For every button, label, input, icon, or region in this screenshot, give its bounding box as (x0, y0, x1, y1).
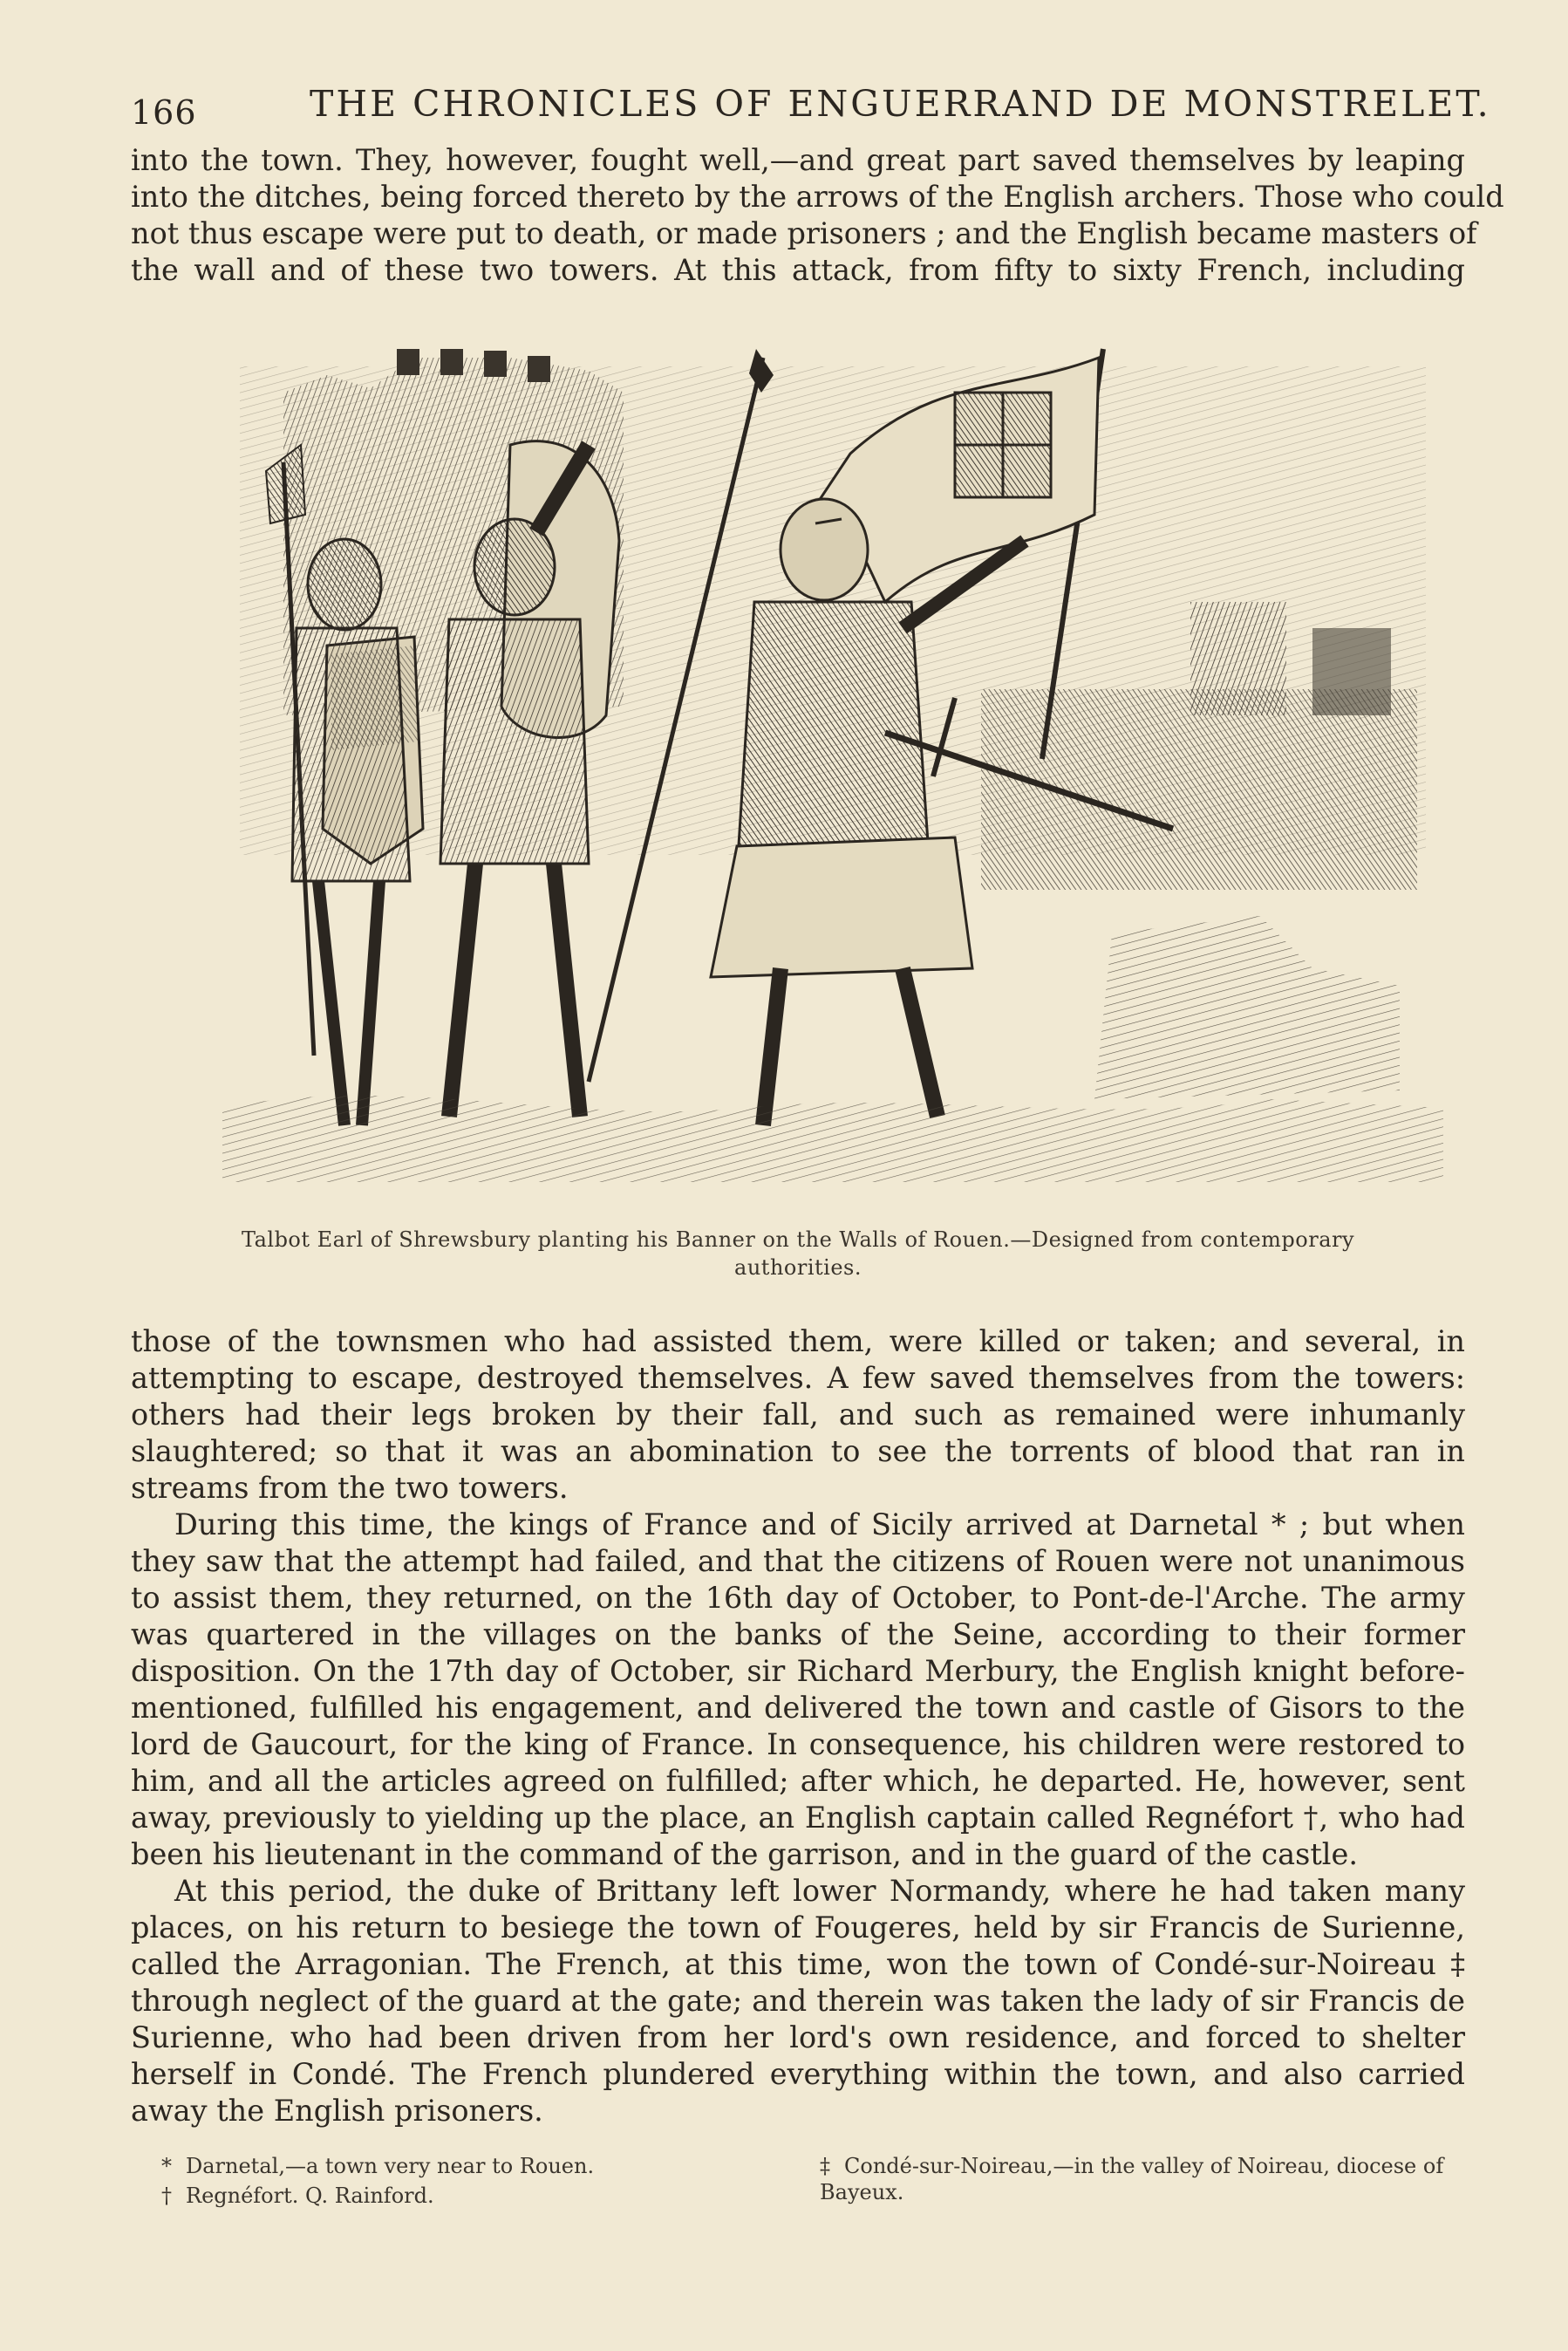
footnote (161, 2153, 719, 2179)
knight-left (292, 539, 410, 1125)
page-number: 166 (131, 93, 197, 132)
footnote-text: Regnéfort. Q. Rainford. (186, 2184, 434, 2208)
footnote-text: Condé-sur-Noireau,—in the valley of Noireau, diocese of Bayeux. (820, 2154, 1444, 2204)
continued-text (131, 142, 1504, 289)
engraving-illustration (222, 340, 1443, 1182)
text-line: the wall and of these two towers. At this attack, from fifty to sixty French, including (131, 253, 1465, 287)
engraving-drawing (222, 340, 1443, 1182)
caption-line: authorities. (734, 1255, 862, 1280)
paragraph: those of the townsmen who had assisted them, were killed or taken; and several, in attempting to escape, destroyed themselves. A few saved themselves from the towers: others had their legs broken by their fall, and such as remained were inhumanly slaughtered; so that it was an abomination to see the torrents of blood that ran in streams from the two towers. (131, 1324, 1465, 1505)
footnote-mark: † (161, 2184, 172, 2208)
footnote (161, 2183, 719, 2209)
footnotes-right-column (820, 2153, 1469, 2209)
footnotes-left-column (161, 2153, 719, 2212)
body-text (131, 1323, 1465, 2129)
text-line: not thus escape were put to death, or made prisoners ; and the English became masters of (131, 216, 1477, 250)
caption-line: Talbot Earl of Shrewsbury planting his Banner on the Walls of Rouen.—Designed from contemporary (241, 1227, 1355, 1252)
footnote-text: Darnetal,—a town very near to Rouen. (186, 2154, 595, 2178)
footnote-mark: ‡ (820, 2154, 830, 2178)
paragraph: At this period, the duke of Brittany left lower Normandy, where he had taken many places, on his return to besiege the town of Fougeres, held by sir Francis de Surienne, called the Arragonian. The French, at this time, won the town of Condé-sur-Noireau ‡ through neglect of the guard at the gate; and therein was taken the lady of sir Francis de Surienne, who had been driven from her lord's own residence, and forced to shelter herself in Condé. The French plundered everything within the town, and also carried away the English prisoners. (131, 1874, 1465, 2128)
text-line: into the town. They, however, fought well,—and great part saved themselves by leaping (131, 143, 1465, 177)
footnote-mark: * (161, 2154, 172, 2178)
footnote (820, 2153, 1469, 2205)
running-title: THE CHRONICLES OF ENGUERRAND DE MONSTRELET. (310, 83, 1491, 125)
ground-rubble (222, 1096, 1443, 1182)
figure-caption (131, 1226, 1465, 1281)
text-line: into the ditches, being forced thereto by the arrows of the English archers. Those who could (131, 180, 1504, 214)
paragraph: During this time, the kings of France and of Sicily arrived at Darnetal * ; but when they saw that the attempt had failed, and that the citizens of Rouen were not unanimous to assist them, they returned, on the 16th day of October, to Pont-de-l'Arche. The army was quartered in the villages on the banks of the Seine, according to their former disposition. On the 17th day of October, sir Richard Merbury, the English knight before-mentioned, fulfilled his engagement, and delivered the town and castle of Gisors to the lord de Gaucourt, for the king of France. In consequence, his children were restored to him, and all the articles agreed on fulfilled; after which, he departed. He, however, sent away, previously to yielding up the place, an English captain called Regnéfort †, who had been his lieutenant in the command of the garrison, and in the guard of the castle. (131, 1507, 1465, 1871)
page-header (131, 83, 1491, 135)
